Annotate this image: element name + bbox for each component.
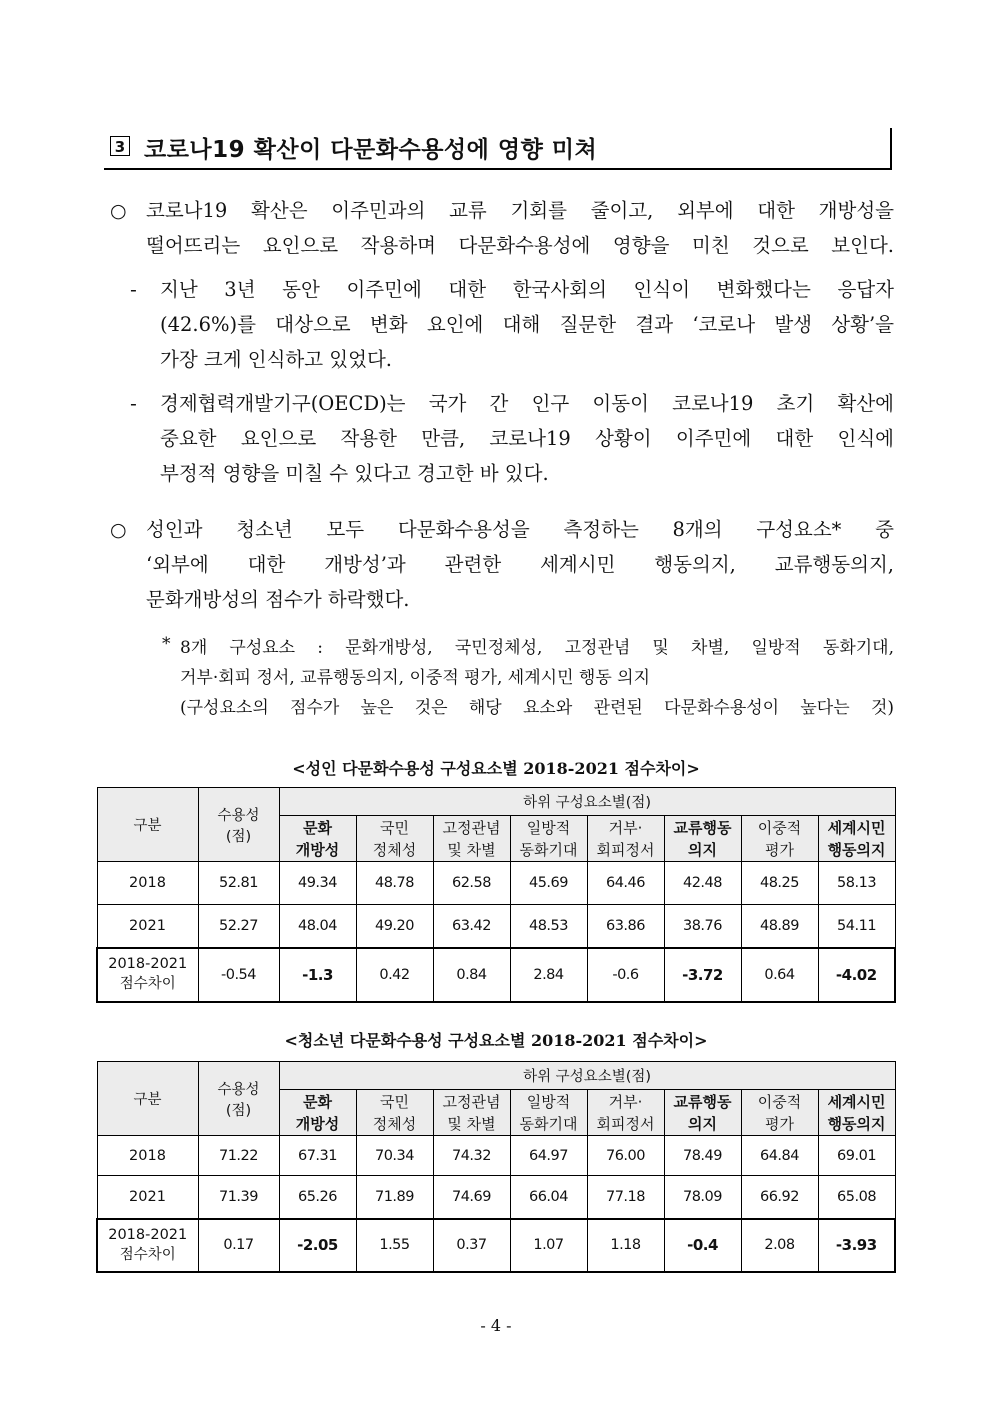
cell: -3.93: [818, 1219, 895, 1272]
header-col-national-identity: 국민 정체성: [356, 816, 433, 862]
cell: 52.81: [198, 862, 279, 905]
cell: -3.72: [664, 948, 741, 1002]
row-label: 2018: [97, 1136, 198, 1176]
cell: 64.97: [510, 1136, 587, 1176]
cell: 48.04: [279, 905, 356, 948]
cell: 71.39: [198, 1176, 279, 1219]
cell: 77.18: [587, 1176, 664, 1219]
header-col-culture-openness: 문화 개방성: [279, 816, 356, 862]
header-subcomponents: 하위 구성요소별(점): [279, 788, 895, 816]
footnote-line-1: 8개 구성요소 : 문화개방성, 국민정체성, 고정관념 및 차별, 일방적 동화기대,: [180, 638, 894, 658]
row-label: 2018-2021 점수차이: [97, 948, 198, 1002]
footnote-line-2: 거부·회피 정서, 교류행동의지, 이중적 평가, 세계시민 행동 의지: [180, 668, 650, 688]
header-subcomponents: 하위 구성요소별(점): [279, 1062, 895, 1090]
cell: 54.11: [818, 905, 895, 948]
cell: 65.26: [279, 1176, 356, 1219]
para1-line-1: 코로나19 확산은 이주민과의 교류 기회를 줄이고, 외부에 대한 개방성을: [146, 199, 894, 222]
section-number: 3: [110, 136, 130, 156]
header-col-assimilation: 일방적 동화기대: [510, 1090, 587, 1136]
header-col-rejection: 거부· 회피정서: [587, 816, 664, 862]
cell: 49.20: [356, 905, 433, 948]
para1-line-2: 떨어뜨리는 요인으로 작용하며 다문화수용성에 영향을 미친 것으로 보인다.: [146, 234, 894, 257]
header-suyong-line2: (점): [225, 828, 252, 845]
footnote-star: *: [162, 634, 171, 654]
page-number: - 4 -: [480, 1316, 512, 1335]
dash-marker: -: [130, 279, 137, 301]
cell: 67.31: [279, 1136, 356, 1176]
cell: -1.3: [279, 948, 356, 1002]
cell: 66.92: [741, 1176, 818, 1219]
cell: 64.46: [587, 862, 664, 905]
sub2-line-1: 경제협력개발기구(OECD)는 국가 간 인구 이동이 코로나19 초기 확산에: [160, 392, 894, 415]
cell: 62.58: [433, 862, 510, 905]
cell: 78.09: [664, 1176, 741, 1219]
dash-marker: -: [130, 393, 137, 415]
header-col-assimilation: 일방적 동화기대: [510, 816, 587, 862]
para2-line-2: ‘외부에 대한 개방성’과 관련한 세계시민 행동의지, 교류행동의지,: [146, 553, 894, 576]
table-row-diff: [97, 948, 895, 1002]
cell: 48.89: [741, 905, 818, 948]
table-row: [97, 1176, 895, 1219]
cell: 45.69: [510, 862, 587, 905]
cell: 63.86: [587, 905, 664, 948]
header-col-exchange-will: 교류행동 의지: [664, 1090, 741, 1136]
cell: 2.84: [510, 948, 587, 1002]
header-suyongseong: [198, 1062, 279, 1136]
header-col-national-identity: 국민 정체성: [356, 1090, 433, 1136]
header-col-exchange-will: 교류행동 의지: [664, 816, 741, 862]
header-suyong-line2: (점): [225, 1102, 252, 1119]
table-row: [97, 1136, 895, 1176]
header-col-double-standard: 이중적 평가: [741, 1090, 818, 1136]
youth-table-caption: <청소년 다문화수용성 구성요소별 2018-2021 점수차이>: [284, 1031, 708, 1050]
cell: -0.54: [198, 948, 279, 1002]
adult-table: [96, 787, 896, 1003]
cell: 1.07: [510, 1219, 587, 1272]
cell: 42.48: [664, 862, 741, 905]
cell: 2.08: [741, 1219, 818, 1272]
header-gubun: 구분: [97, 788, 198, 862]
cell: 0.42: [356, 948, 433, 1002]
bullet-circle: ○: [110, 200, 127, 222]
cell: 70.34: [356, 1136, 433, 1176]
cell: 48.53: [510, 905, 587, 948]
cell: 52.27: [198, 905, 279, 948]
cell: 48.78: [356, 862, 433, 905]
sub2-line-2: 중요한 요인으로 작용한 만큼, 코로나19 상황이 이주민에 대한 인식에: [160, 427, 894, 450]
cell: 63.42: [433, 905, 510, 948]
header-col-stereotype: 고정관념 및 차별: [433, 1090, 510, 1136]
para2-line-3: 문화개방성의 점수가 하락했다.: [146, 588, 410, 611]
sub2-line-3: 부정적 영향을 미칠 수 있다고 경고한 바 있다.: [160, 462, 549, 485]
row-label: 2021: [97, 905, 198, 948]
section-title: 코로나19 확산이 다문화수용성에 영향 미쳐: [144, 137, 598, 163]
row-label: 2021: [97, 1176, 198, 1219]
cell: 71.22: [198, 1136, 279, 1176]
cell: 0.17: [198, 1219, 279, 1272]
header-col-global-citizen: 세계시민 행동의지: [818, 816, 895, 862]
para2-line-1: 성인과 청소년 모두 다문화수용성을 측정하는 8개의 구성요소* 중: [146, 518, 894, 541]
cell: 66.04: [510, 1176, 587, 1219]
cell: 74.69: [433, 1176, 510, 1219]
section-heading: [104, 128, 892, 170]
youth-table: [96, 1061, 896, 1273]
row-label: 2018-2021 점수차이: [97, 1219, 198, 1272]
header-col-culture-openness: 문화 개방성: [279, 1090, 356, 1136]
cell: 74.32: [433, 1136, 510, 1176]
cell: -2.05: [279, 1219, 356, 1272]
cell: 1.18: [587, 1219, 664, 1272]
cell: 64.84: [741, 1136, 818, 1176]
cell: 69.01: [818, 1136, 895, 1176]
cell: 0.37: [433, 1219, 510, 1272]
cell: 76.00: [587, 1136, 664, 1176]
adult-table-caption: <성인 다문화수용성 구성요소별 2018-2021 점수차이>: [292, 759, 700, 778]
cell: -4.02: [818, 948, 895, 1002]
cell: 58.13: [818, 862, 895, 905]
header-gubun: 구분: [97, 1062, 198, 1136]
header-col-double-standard: 이중적 평가: [741, 816, 818, 862]
sub1-line-1: 지난 3년 동안 이주민에 대한 한국사회의 인식이 변화했다는 응답자: [160, 278, 894, 301]
header-col-rejection: 거부· 회피정서: [587, 1090, 664, 1136]
header-suyongseong: [198, 788, 279, 862]
cell: -0.6: [587, 948, 664, 1002]
cell: 0.64: [741, 948, 818, 1002]
header-col-global-citizen: 세계시민 행동의지: [818, 1090, 895, 1136]
cell: 48.25: [741, 862, 818, 905]
table-row-diff: [97, 1219, 895, 1272]
cell: 65.08: [818, 1176, 895, 1219]
sub1-line-2: (42.6%)를 대상으로 변화 요인에 대해 질문한 결과 ‘코로나 발생 상황’을: [160, 313, 894, 336]
bullet-circle: ○: [110, 519, 127, 541]
cell: 71.89: [356, 1176, 433, 1219]
cell: -0.4: [664, 1219, 741, 1272]
header-col-stereotype: 고정관념 및 차별: [433, 816, 510, 862]
header-suyong-line1: 수용성: [217, 1081, 260, 1098]
cell: 1.55: [356, 1219, 433, 1272]
table-row: [97, 862, 895, 905]
cell: 78.49: [664, 1136, 741, 1176]
header-suyong-line1: 수용성: [217, 807, 260, 824]
sub1-line-3: 가장 크게 인식하고 있었다.: [160, 348, 393, 371]
cell: 49.34: [279, 862, 356, 905]
footnote-line-3: (구성요소의 점수가 높은 것은 해당 요소와 관련된 다문화수용성이 높다는 것): [180, 698, 894, 718]
cell: 38.76: [664, 905, 741, 948]
row-label: 2018: [97, 862, 198, 905]
cell: 0.84: [433, 948, 510, 1002]
table-row: [97, 905, 895, 948]
